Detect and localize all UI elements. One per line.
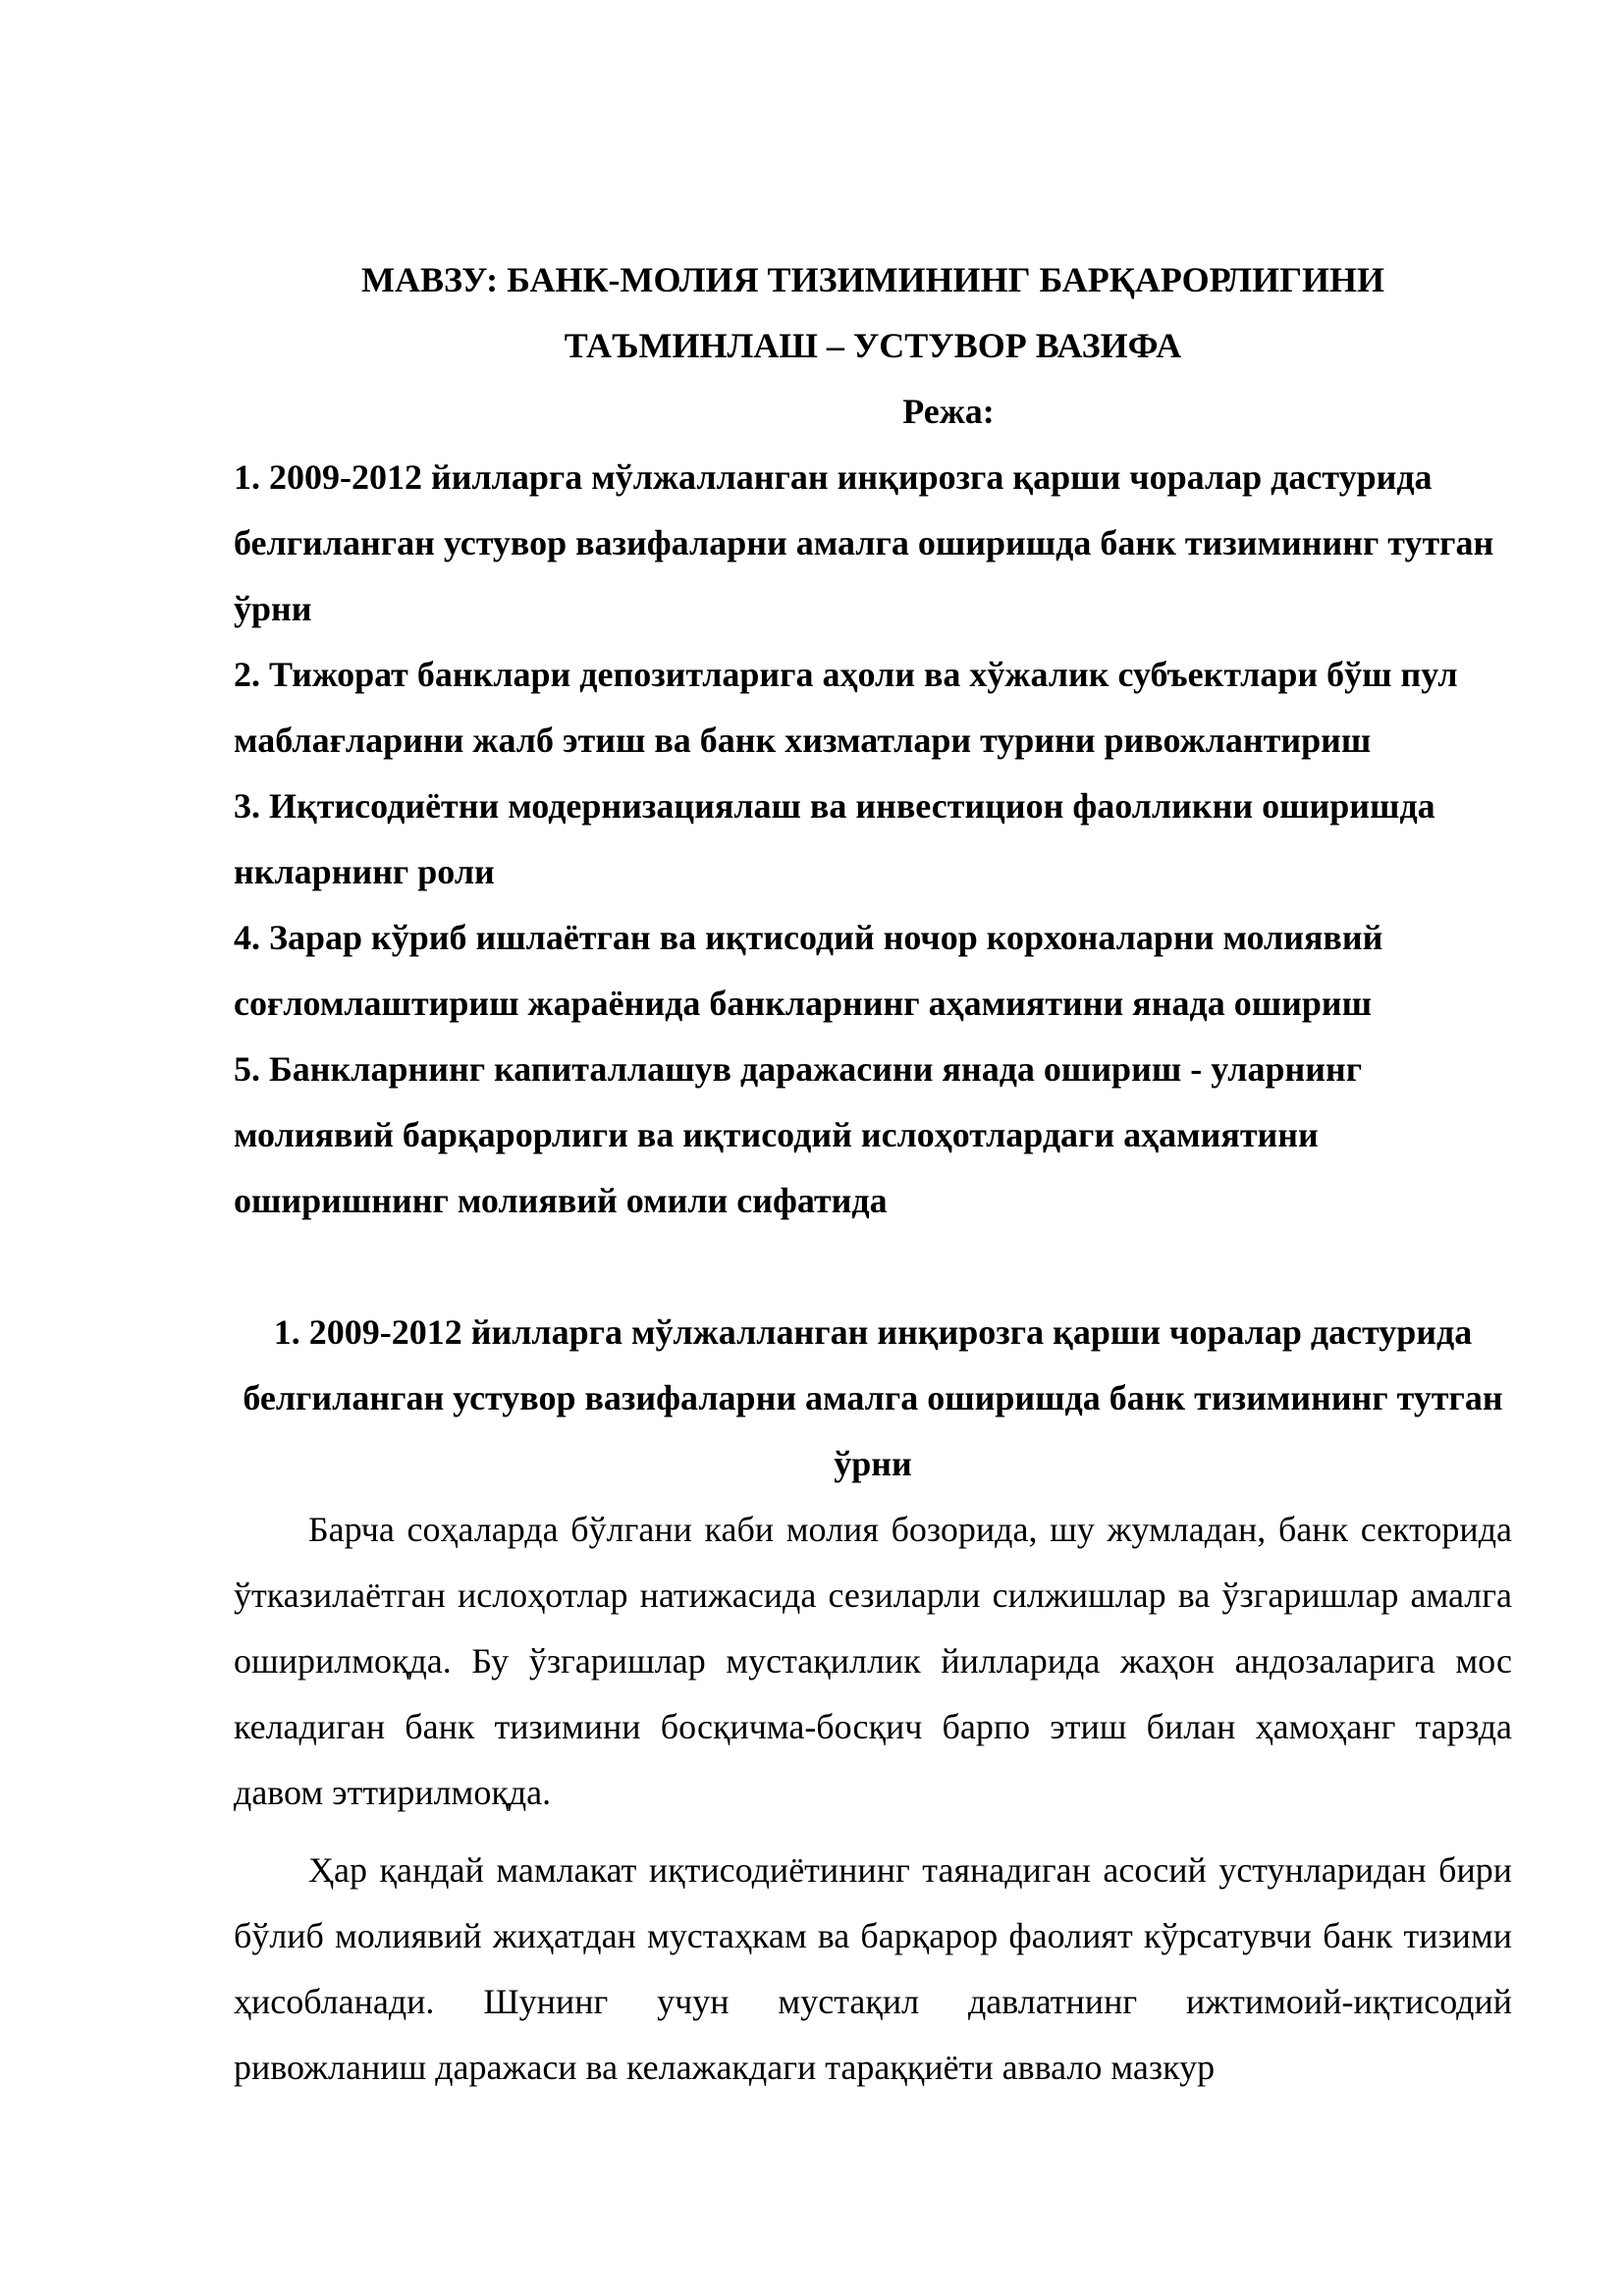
plan-item-5: 5. Банкларнинг капиталлашув даражасини янада ошириш - уларнинг молиявий барқарорлиги ва иқтисодий ислоҳотлардаги аҳамиятини оширишнинг молиявий омили сифатида	[234, 1049, 1363, 1220]
plan-heading: Режа:	[902, 392, 995, 431]
document-content	[234, 247, 1512, 2112]
plan-item-2: 2. Тижорат банклари депозитларига аҳоли ва хўжалик субъектлари бўш пул маблағларини жалб этиш ва банк хизматлари турини ривожлантириш	[234, 655, 1458, 760]
body-paragraph-2: Ҳар қандай мамлакат иқтисодиётининг таянадиган асосий устунларидан бири бўлиб молиявий жиҳатдан мустаҳкам ва барқарор фаолият кўрсатувчи банк тизими ҳисобланади. Шунинг учун мустақил давлатнинг ижтимоий-иқтисодий ривожланиш даражаси ва келажакдаги тараққиёти аввало мазкур	[234, 1850, 1512, 2087]
plan-item-4: 4. Зарар кўриб ишлаётган ва иқтисодий ночор корхоналарни молиявий соғломлаштириш жараёнида банкларнинг аҳамиятини янада ошириш	[234, 918, 1383, 1023]
plan-item-1: 1. 2009-2012 йилларга мўлжалланган инқирозга қарши чоралар дастурида белгиланган устувор вазифаларни амалга оширишда банк тизимининг тутган ўрни	[234, 457, 1494, 628]
section-heading: 1. 2009-2012 йилларга мўлжалланган инқирозга қарши чоралар дастурида белгиланган устувор вазифаларни амалга оширишда банк тизимининг тутган ўрни	[243, 1312, 1503, 1483]
body-paragraph-1: Барча соҳаларда бўлгани каби молия бозорида, шу жумладан, банк секторида ўтказилаётган ислоҳотлар натижасида сезиларли силжишлар ва ўзгаришлар амалга оширилмоқда. Бу ўзгаришлар мустақиллик йилларида жаҳон андозаларига мос келадиган банк тизимини босқичма-босқич барпо этиш билан ҳамоҳанг тарзда давом эттирилмоқда.	[234, 1510, 1512, 1812]
document-title-line-1: МАВЗУ: БАНК-МОЛИЯ ТИЗИМИНИНГ БАРҚАРОРЛИГИНИ	[361, 260, 1384, 299]
document-title-line-2: ТАЪМИНЛАШ – УСТУВОР ВАЗИФА	[564, 326, 1182, 365]
plan-item-3: 3. Иқтисодиётни модернизациялаш ва инвестицион фаолликни оширишда нкларнинг роли	[234, 786, 1435, 891]
plan-list	[234, 445, 1512, 1234]
